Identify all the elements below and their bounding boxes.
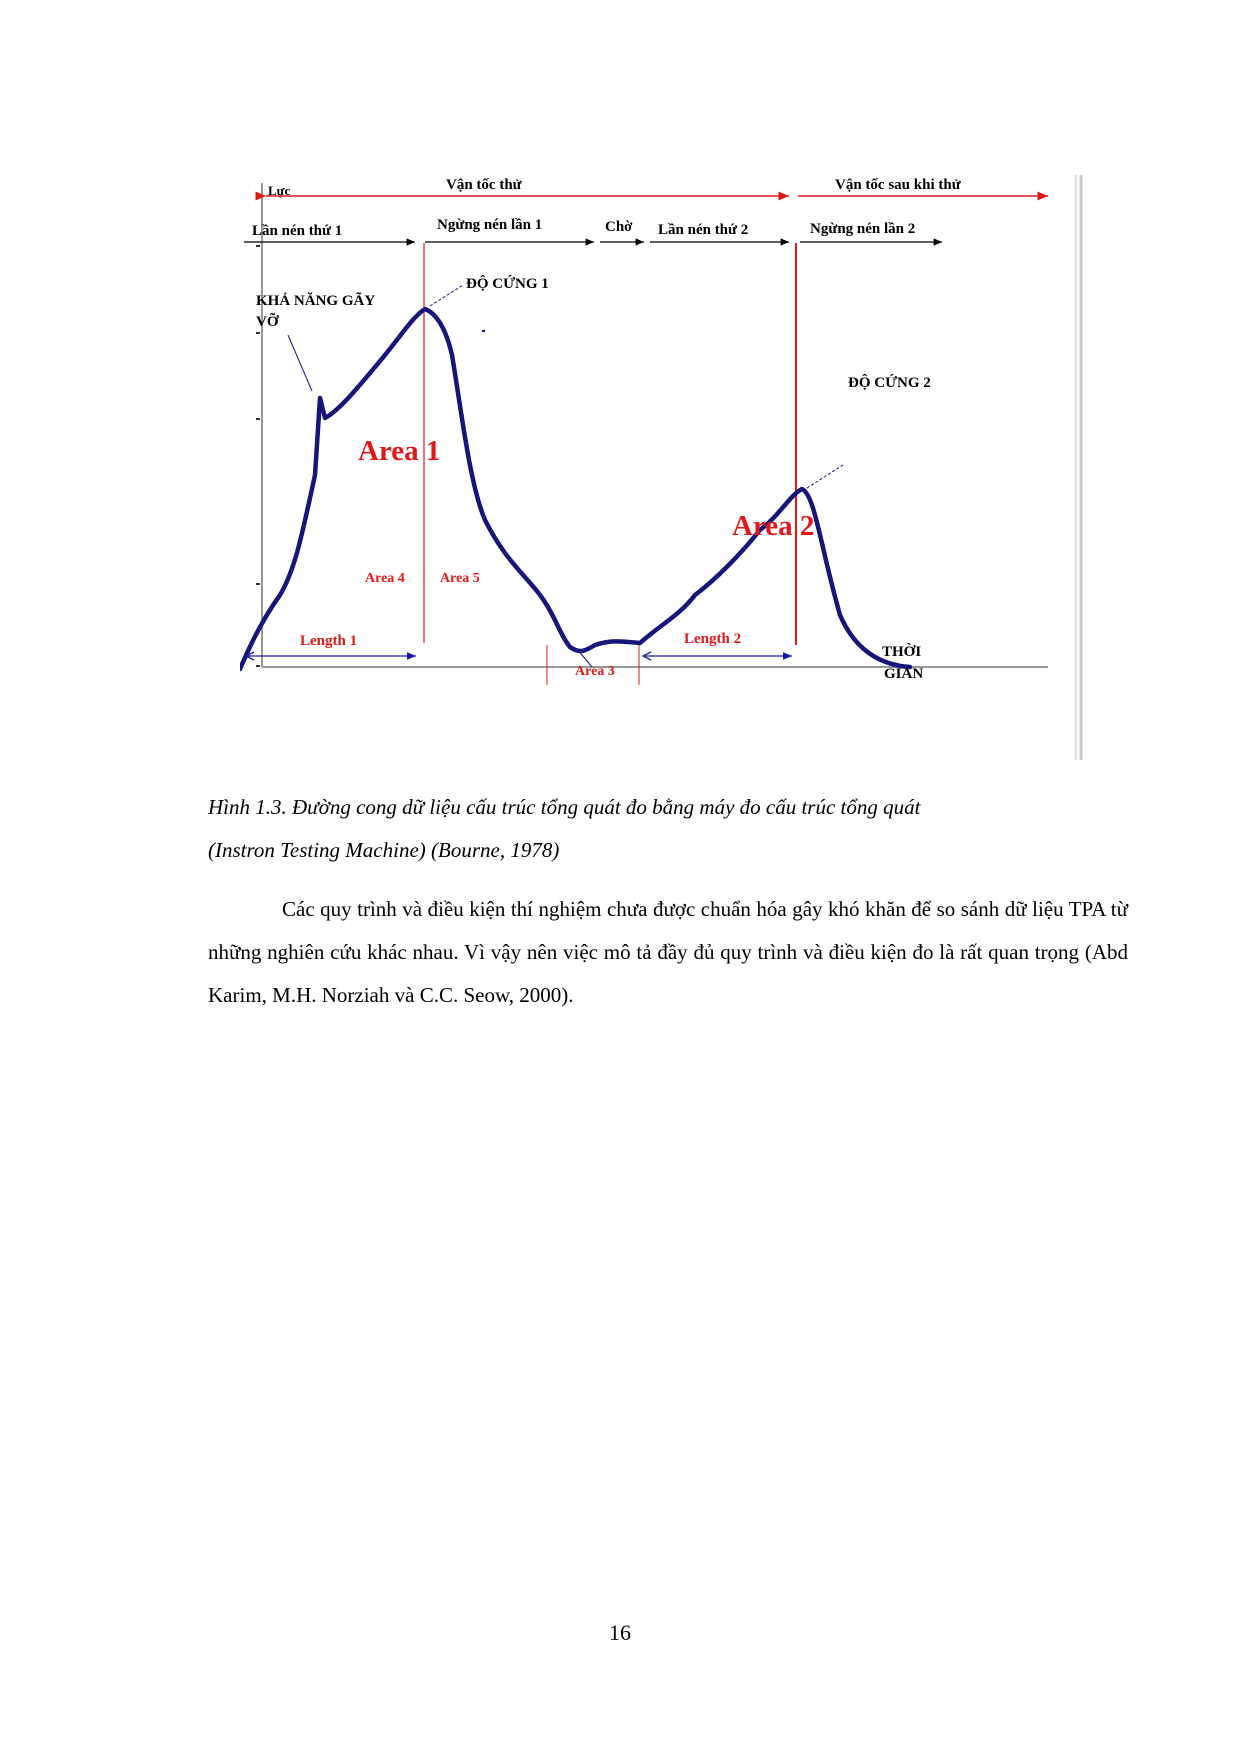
paragraph-text: Các quy trình và điều kiện thí nghiệm chưa được chuẩn hóa gây khó khăn để so sánh dữ liệu TPA từ những nghiên cứu khác nhau. Vì vậy nên việc mô tả đầy đủ quy trình và điều kiện đo là rất quan trọng (Abd Karim, M.H. Norziah và C.C. Seow, 2000).	[208, 897, 1128, 1007]
post-test-speed-label: Vận tốc sau khi thử	[835, 177, 961, 193]
phase-stop1-label: Ngừng nén lần 1	[437, 217, 543, 233]
fracturability-label-1: KHẢ NĂNG GÃY	[256, 293, 376, 309]
length2-label: Length 2	[684, 631, 742, 647]
hardness2-leader	[807, 465, 843, 488]
tpa-curve-figure	[240, 175, 1095, 760]
length1-label: Length 1	[300, 633, 358, 649]
test-speed-label: Vận tốc thử	[446, 177, 522, 193]
fracturability-label-2: VỠ	[256, 314, 279, 330]
area5-label: Area 5	[440, 571, 480, 586]
page-number: 16	[609, 1620, 631, 1645]
phase-wait-label: Chờ	[605, 219, 633, 235]
hardness1-leader	[430, 285, 463, 306]
body-paragraph	[208, 888, 1128, 1017]
hardness2-label: ĐỘ CỨNG 2	[848, 375, 931, 391]
fracturability-leader	[288, 335, 312, 391]
area1-label: Area 1	[358, 435, 441, 467]
phase-stop2-label: Ngừng nén lần 2	[810, 221, 916, 237]
area4-label: Area 4	[365, 571, 405, 586]
area2-label: Area 2	[732, 510, 815, 542]
hardness1-label: ĐỘ CỨNG 1	[466, 276, 549, 292]
phase-compress1-label: Lần nén thứ 1	[252, 223, 343, 239]
caption-line-1: Hình 1.3. Đường cong dữ liệu cấu trúc tổng quát đo bằng máy đo cấu trúc tổng quát	[208, 795, 921, 819]
caption-line-2: (Instron Testing Machine) (Bourne, 1978)	[208, 838, 560, 862]
y-axis-label: Lực	[268, 183, 291, 198]
area3-label: Area 3	[575, 664, 615, 679]
phase-compress2-label: Lần nén thứ 2	[658, 222, 749, 238]
x-axis-label-1: THỜI	[882, 644, 922, 660]
figure-caption	[208, 786, 1088, 872]
force-time-curve	[240, 309, 910, 669]
stray-mark	[482, 330, 485, 332]
x-axis-label-2: GIAN	[884, 666, 924, 682]
